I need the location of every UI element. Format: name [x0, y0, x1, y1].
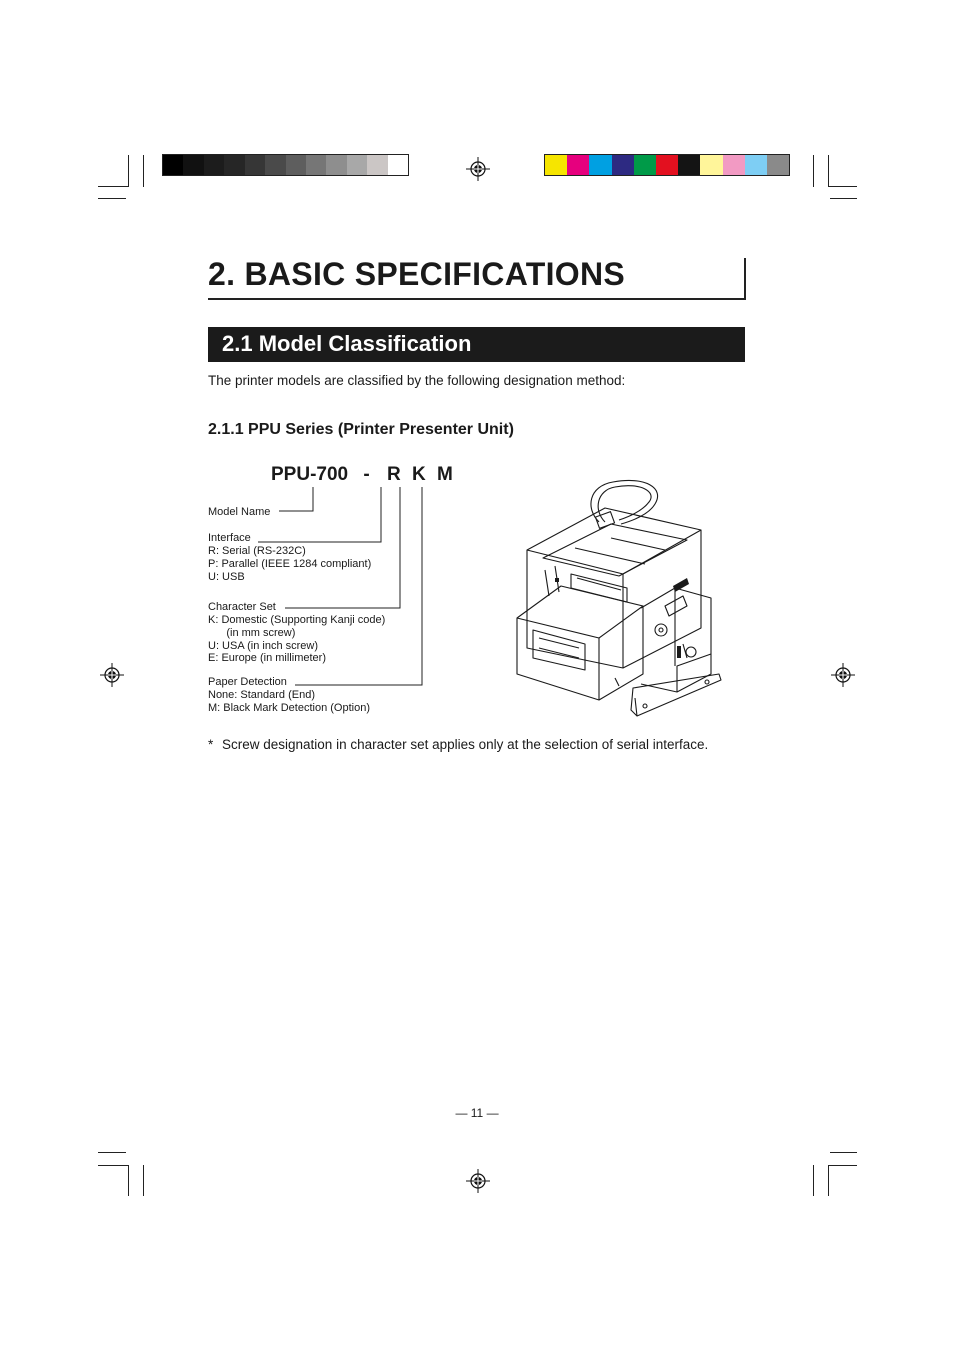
chapter-heading — [208, 258, 746, 300]
gray-swatch-bar — [162, 154, 409, 176]
color-swatch — [347, 155, 367, 175]
intro-paragraph: The printer models are classified by the following designation method: — [208, 373, 626, 388]
color-swatch — [678, 155, 700, 175]
color-swatch — [204, 155, 224, 175]
color-swatch — [286, 155, 306, 175]
legend-paper-label: Paper Detection — [208, 676, 287, 688]
color-swatch — [367, 155, 387, 175]
legend-interface-option: P: Parallel (IEEE 1284 compliant) — [208, 558, 372, 570]
footnote — [208, 737, 745, 753]
printer-unit-illustration — [515, 478, 723, 718]
legend-model-name: Model Name — [208, 506, 271, 518]
color-swatch — [326, 155, 346, 175]
legend-charset-option: (in mm screw) — [208, 627, 296, 639]
color-swatch — [700, 155, 722, 175]
color-swatch — [388, 155, 408, 175]
designation-charset-code: K — [412, 464, 426, 485]
footnote-symbol: * — [208, 737, 214, 752]
legend-interface-label: Interface — [208, 532, 251, 544]
legend-charset-option: U: USA (in inch screw) — [208, 640, 319, 652]
subsection-title: 2.1.1 PPU Series (Printer Presenter Unit) — [208, 421, 514, 438]
color-swatch — [589, 155, 611, 175]
color-swatch-bar — [544, 154, 790, 176]
registration-target-icon — [466, 157, 490, 181]
designation-dash: - — [363, 464, 370, 485]
legend-paper-option: M: Black Mark Detection (Option) — [208, 702, 370, 714]
section-title: 2.1 Model Classification — [222, 331, 472, 356]
legend-interface-option: U: USB — [208, 571, 245, 583]
color-swatch — [306, 155, 326, 175]
footnote-text: Screw designation in character set applies only at the selection of serial interface. — [222, 737, 709, 752]
color-swatch — [245, 155, 265, 175]
color-swatch — [265, 155, 285, 175]
color-swatch — [634, 155, 656, 175]
chapter-title: 2. BASIC SPECIFICATIONS — [208, 256, 626, 292]
page-number: — 11 — — [455, 1106, 499, 1120]
legend-charset-label: Character Set — [208, 601, 276, 613]
color-swatch — [612, 155, 634, 175]
legend-charset-option: K: Domestic (Supporting Kanji code) — [208, 614, 386, 626]
designation-paper-code: M — [437, 464, 453, 485]
color-swatch — [656, 155, 678, 175]
designation-interface-code: R — [387, 464, 401, 485]
color-swatch — [723, 155, 745, 175]
color-swatch — [767, 155, 789, 175]
legend-interface-option: R: Serial (RS-232C) — [208, 545, 306, 557]
legend-charset-option: E: Europe (in millimeter) — [208, 652, 326, 664]
registration-target-icon — [100, 663, 124, 687]
registration-target-icon — [466, 1169, 490, 1193]
legend-paper-option: None: Standard (End) — [208, 689, 316, 701]
registration-target-icon — [831, 663, 855, 687]
section-heading-bar — [208, 327, 745, 362]
color-swatch — [183, 155, 203, 175]
color-swatch — [745, 155, 767, 175]
color-swatch — [545, 155, 567, 175]
color-swatch — [224, 155, 244, 175]
color-swatch — [163, 155, 183, 175]
designation-base: PPU-700 — [271, 464, 349, 485]
color-swatch — [567, 155, 589, 175]
